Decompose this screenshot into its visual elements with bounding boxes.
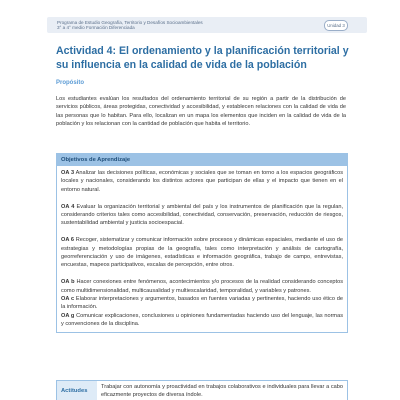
objective-text: Evaluar la organización territorial y ambiental del país y los instrumentos de planificación que la regulan, considerando criterios tales como accesibilidad, conectividad, conservación, preservación, reducción de riesgos, sustentabilidad ambiental y justicia socioespacial.	[61, 203, 343, 227]
unit-badge: Unidad 3	[324, 20, 348, 31]
objective-code: OA 4	[61, 203, 75, 210]
objective-item	[61, 312, 343, 329]
objective-code: OA c	[61, 296, 75, 303]
attitudes-table	[56, 380, 348, 400]
purpose-heading: Propósito	[56, 80, 84, 86]
objectives-body	[57, 166, 347, 332]
objective-text: Elaborar interpretaciones y argumentos, basados en fuentes variadas y pertinentes, haciendo uso ético de la información.	[61, 296, 343, 311]
attitudes-text: Trabajar con autonomía y proactividad en trabajos colaborativos e individuales para llevar a cabo eficazmente proyectos de diversa índole.	[101, 384, 343, 399]
objective-text: Comunicar explicaciones, conclusiones u opiniones fundamentadas haciendo uso del lenguaje, las normas y convenciones de la disciplina.	[61, 312, 343, 328]
objective-code: OA 3	[61, 170, 75, 176]
attitudes-label: Actitudes	[57, 381, 97, 400]
objective-item	[61, 169, 343, 194]
objective-code: OA b	[61, 279, 75, 286]
objective-item	[61, 236, 343, 270]
objective-text: Hacer conexiones entre fenómenos, acontecimientos y/o procesos de la realidad considerando conceptos como multidimensionalidad, multicausalidad y multiescalaridad, temporalidad, y variables y patrones.	[61, 279, 343, 294]
objectives-table	[56, 153, 348, 333]
objective-item	[61, 203, 343, 228]
program-title: Programa de Estudio Geografía, Territorio y Desafíos Socioambientales	[57, 19, 203, 25]
objective-item	[61, 278, 343, 295]
objective-code: OA g	[61, 312, 75, 319]
program-level: 3° a 4° medio Formación Diferenciada	[57, 25, 135, 30]
objective-text: Analizar las decisiones políticas, económicas y sociales que se toman en torno a los espacios geográficos locales y nacionales, considerando los distintos actores que participan de ellas y el impacto que tienen en el entorno natural.	[61, 170, 343, 193]
objectives-heading: Objetivos de Aprendizaje	[57, 154, 347, 166]
objective-text: Recoger, sistematizar y comunicar información sobre procesos y dinámicas espaciales, mediante el uso de estrategias y metodologías propias de la geografía, tales como interpretación y análisis de cartografía, georreferenciación y uso de imágenes, estadísticas e información geográfica, trabajo de campo, entrevistas, encuestas, mapeos participativos, escalas de percepción, entre otros.	[61, 237, 343, 269]
activity-title: Actividad 4: El ordenamiento y la planificación territorial y su influencia en la calidad de vida de la población	[56, 45, 349, 71]
purpose-text: Los estudiantes evalúan los resultados del ordenamiento territorial de su región a partir de la distribución de servicios públicos, áreas protegidas, conectividad y accesibilidad, y establecen relaciones con la calidad de vida de las personas que lo habitan. Para ello, localizan en un mapa los elementos que inciden en la calidad de vida de la población y los relacionan con la cantidad de población que habita el territorio.	[56, 96, 346, 128]
objective-code: OA 6	[61, 237, 75, 244]
document-header	[47, 17, 367, 33]
objective-item	[61, 295, 343, 312]
